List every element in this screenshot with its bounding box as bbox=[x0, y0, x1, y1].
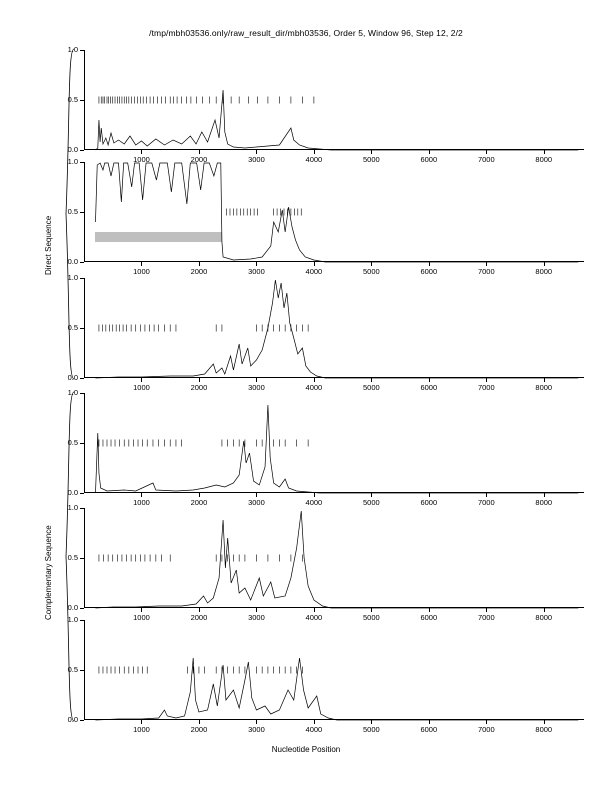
x-tick bbox=[486, 262, 487, 266]
y-tick bbox=[80, 262, 84, 263]
x-tick-label: 5000 bbox=[363, 267, 380, 276]
x-tick-label: 3000 bbox=[248, 725, 265, 734]
y-tick bbox=[80, 378, 84, 379]
x-tick-label: 5000 bbox=[363, 725, 380, 734]
x-tick-label: 2000 bbox=[190, 725, 208, 734]
x-tick bbox=[314, 493, 315, 497]
x-tick bbox=[486, 150, 487, 154]
y-tick bbox=[80, 150, 84, 151]
x-tick bbox=[544, 150, 545, 154]
x-tick-label: 3000 bbox=[248, 155, 265, 164]
x-tick-label: 8000 bbox=[535, 383, 553, 392]
x-tick-label: 2000 bbox=[190, 613, 208, 622]
x-tick bbox=[199, 493, 200, 497]
x-tick bbox=[486, 378, 487, 382]
x-tick-label: 4000 bbox=[305, 498, 323, 507]
group-brace-complementary bbox=[62, 388, 78, 722]
x-tick-label: 2000 bbox=[190, 267, 208, 276]
x-tick-label: 3000 bbox=[248, 383, 265, 392]
x-tick-label: 2000 bbox=[190, 383, 208, 392]
y-tick-label: 0.5 bbox=[67, 665, 78, 674]
x-tick-label: 4000 bbox=[305, 383, 323, 392]
x-tick bbox=[256, 150, 257, 154]
x-tick-label: 1000 bbox=[133, 383, 150, 392]
x-tick-label: 6000 bbox=[420, 155, 438, 164]
x-tick-label: 6000 bbox=[420, 267, 438, 276]
x-tick-label: 5000 bbox=[363, 383, 380, 392]
x-tick-label: 8000 bbox=[535, 155, 553, 164]
plot-panel-6 bbox=[67, 615, 584, 734]
x-tick bbox=[371, 720, 372, 724]
x-tick-label: 2000 bbox=[190, 498, 208, 507]
y-tick-label: 1.0 bbox=[67, 273, 78, 282]
y-tick-label: 1.0 bbox=[67, 615, 78, 624]
x-tick-label: 7000 bbox=[477, 155, 495, 164]
y-tick bbox=[80, 608, 84, 609]
x-tick bbox=[486, 608, 487, 612]
y-tick-label: 1.0 bbox=[67, 503, 78, 512]
x-tick bbox=[256, 378, 257, 382]
x-tick bbox=[371, 378, 372, 382]
signal-trace bbox=[84, 393, 584, 493]
x-tick bbox=[141, 378, 142, 382]
x-tick-label: 7000 bbox=[477, 613, 495, 622]
x-tick bbox=[141, 608, 142, 612]
x-tick-label: 5000 bbox=[363, 613, 380, 622]
x-tick-label: 8000 bbox=[535, 613, 553, 622]
x-tick-label: 8000 bbox=[535, 267, 553, 276]
x-tick bbox=[371, 493, 372, 497]
x-tick bbox=[141, 493, 142, 497]
y-tick-label: 0.0 bbox=[67, 603, 78, 612]
x-tick bbox=[141, 720, 142, 724]
x-tick-label: 1000 bbox=[133, 155, 150, 164]
x-tick bbox=[429, 150, 430, 154]
x-tick-label: 1000 bbox=[133, 725, 150, 734]
y-tick-label: 0.5 bbox=[67, 323, 78, 332]
x-tick bbox=[141, 262, 142, 266]
x-axis-title: Nucleotide Position bbox=[271, 745, 341, 754]
plot-panel-3 bbox=[67, 273, 584, 392]
y-tick-label: 1.0 bbox=[67, 388, 78, 397]
signal-trace bbox=[84, 620, 584, 720]
x-tick-label: 5000 bbox=[363, 498, 380, 507]
x-tick bbox=[544, 608, 545, 612]
x-tick-label: 5000 bbox=[363, 155, 380, 164]
x-tick bbox=[429, 262, 430, 266]
y-tick-label: 0.5 bbox=[67, 95, 78, 104]
x-tick-label: 4000 bbox=[305, 267, 323, 276]
y-tick bbox=[80, 493, 84, 494]
x-tick bbox=[199, 378, 200, 382]
x-tick bbox=[199, 150, 200, 154]
x-tick bbox=[314, 608, 315, 612]
x-tick bbox=[371, 262, 372, 266]
y-tick-label: 0.5 bbox=[67, 438, 78, 447]
x-tick bbox=[141, 150, 142, 154]
x-tick-label: 8000 bbox=[535, 498, 553, 507]
x-tick bbox=[544, 262, 545, 266]
y-axis-title-direct: Direct Sequence bbox=[44, 215, 53, 275]
y-axis-title-complementary: Complementary Sequence bbox=[44, 525, 53, 620]
x-tick-label: 6000 bbox=[420, 613, 438, 622]
x-tick bbox=[544, 378, 545, 382]
y-tick-label: 0.0 bbox=[67, 145, 78, 154]
x-tick-label: 6000 bbox=[420, 498, 438, 507]
y-tick-label: 1.0 bbox=[67, 157, 78, 166]
x-tick bbox=[544, 720, 545, 724]
y-tick-label: 0.0 bbox=[67, 373, 78, 382]
x-tick bbox=[544, 493, 545, 497]
x-tick bbox=[486, 720, 487, 724]
figure-title: /tmp/mbh03536.only/raw_result_dir/mbh03536, Order 5, Window 96, Step 12, 2/2 bbox=[149, 28, 463, 38]
y-tick-label: 0.0 bbox=[67, 488, 78, 497]
x-tick-label: 3000 bbox=[248, 498, 265, 507]
x-tick bbox=[429, 608, 430, 612]
x-tick-label: 7000 bbox=[477, 498, 495, 507]
signal-trace bbox=[84, 278, 584, 378]
signal-trace bbox=[84, 162, 584, 262]
x-tick bbox=[371, 150, 372, 154]
x-tick bbox=[429, 720, 430, 724]
x-tick-label: 7000 bbox=[477, 267, 495, 276]
x-tick bbox=[314, 720, 315, 724]
plot-panel-2 bbox=[67, 157, 584, 276]
x-tick-label: 2000 bbox=[190, 155, 208, 164]
x-tick-label: 8000 bbox=[535, 725, 553, 734]
x-tick bbox=[314, 150, 315, 154]
x-tick-label: 3000 bbox=[248, 267, 265, 276]
y-tick-label: 1.0 bbox=[67, 45, 78, 54]
x-tick bbox=[256, 720, 257, 724]
x-tick-label: 4000 bbox=[305, 725, 323, 734]
y-tick-label: 0.5 bbox=[67, 207, 78, 216]
y-tick-label: 0.5 bbox=[67, 553, 78, 562]
x-tick bbox=[429, 493, 430, 497]
x-tick bbox=[256, 493, 257, 497]
x-tick bbox=[371, 608, 372, 612]
x-tick-label: 7000 bbox=[477, 383, 495, 392]
x-tick bbox=[429, 378, 430, 382]
y-tick-label: 0.0 bbox=[67, 257, 78, 266]
x-tick bbox=[256, 608, 257, 612]
x-tick-label: 7000 bbox=[477, 725, 495, 734]
x-tick-label: 1000 bbox=[133, 498, 150, 507]
x-tick bbox=[314, 378, 315, 382]
x-tick bbox=[256, 262, 257, 266]
plot-panel-1 bbox=[67, 45, 584, 164]
x-tick bbox=[199, 262, 200, 266]
plot-panel-5 bbox=[67, 503, 584, 622]
x-tick-label: 4000 bbox=[305, 155, 323, 164]
x-tick bbox=[314, 262, 315, 266]
signal-trace bbox=[84, 50, 584, 150]
signal-trace bbox=[84, 508, 584, 608]
group-brace-direct bbox=[62, 45, 78, 380]
x-tick-label: 3000 bbox=[248, 613, 265, 622]
x-tick bbox=[486, 493, 487, 497]
y-tick bbox=[80, 720, 84, 721]
x-tick-label: 1000 bbox=[133, 613, 150, 622]
plot-panel-4 bbox=[67, 388, 584, 507]
x-tick-label: 6000 bbox=[420, 725, 438, 734]
x-tick bbox=[199, 720, 200, 724]
x-tick-label: 1000 bbox=[133, 267, 150, 276]
x-tick-label: 6000 bbox=[420, 383, 438, 392]
y-tick-label: 0.0 bbox=[67, 715, 78, 724]
x-tick bbox=[199, 608, 200, 612]
x-tick-label: 4000 bbox=[305, 613, 323, 622]
